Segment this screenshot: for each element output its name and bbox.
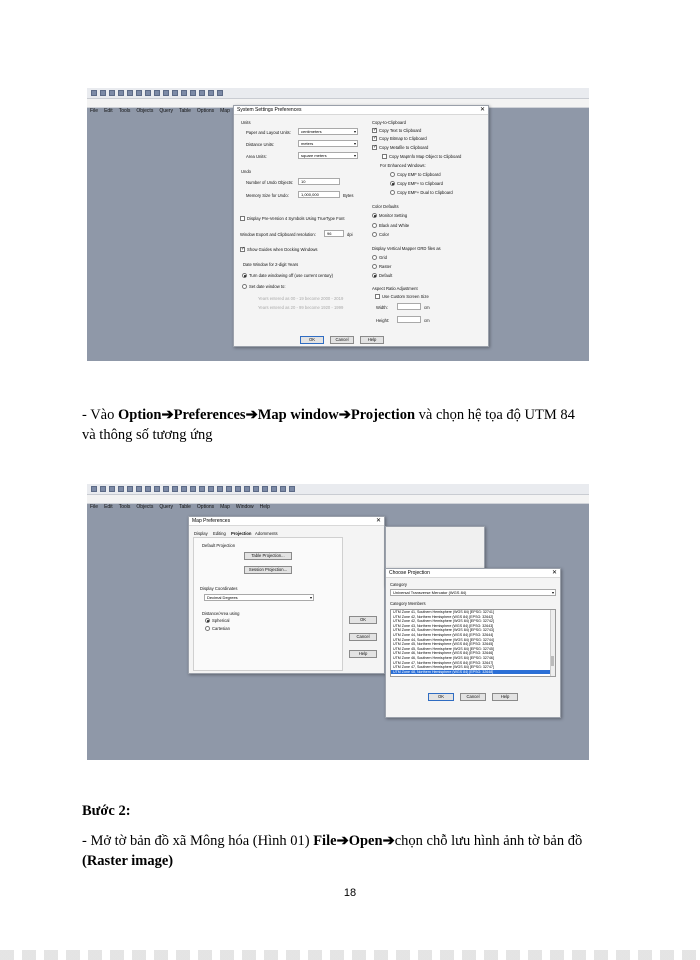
toolbar-icon[interactable] [127, 486, 133, 492]
date-note-1: Years entered as 00 - 19 become 2000 - 2019 [258, 296, 344, 301]
p1-line2: và thông số tương ứng [82, 427, 213, 443]
members-label: Category Members [390, 601, 426, 606]
instruction-paragraph-1 [82, 405, 612, 445]
toolbar-icon[interactable] [145, 486, 151, 492]
height-input[interactable] [397, 316, 421, 323]
p1-suffix: và chọn hệ tọa độ UTM 84 [415, 407, 575, 423]
toolbar-icon[interactable] [181, 486, 187, 492]
instruction-paragraph-2 [82, 831, 622, 871]
menu-table[interactable]: Table [178, 108, 191, 114]
date-windowing-off-label: Turn date windowing off (use current century) [249, 273, 334, 278]
choose-projection-title: Choose Projection [389, 570, 430, 576]
spherical-label: Spherical [212, 618, 230, 623]
cancel-button[interactable]: Cancel [460, 693, 486, 701]
default-radio[interactable] [372, 273, 377, 278]
p1-option: Option [117, 407, 162, 423]
p1-projection: Projection [350, 407, 416, 423]
toolbar-icon[interactable] [100, 486, 106, 492]
p1-preferences: Preferences [173, 407, 246, 423]
help-button[interactable]: Help [349, 650, 377, 658]
category-label: Category [390, 582, 407, 587]
toolbar-icon[interactable] [217, 486, 223, 492]
arrow-icon: ➔ [245, 407, 258, 423]
menu-bar [87, 495, 589, 510]
undo-memory-input[interactable]: 1,000,000 [298, 191, 340, 198]
category-members-list[interactable] [390, 609, 556, 677]
projection-list-item[interactable]: UTM Zone 42, Southern Hemisphere (WGS 84) [EPSG: 32742] [393, 619, 494, 624]
color-defaults-label: Color Defaults [372, 204, 399, 209]
area-units-label: Area Units: [246, 154, 267, 159]
dialog-titlebar [189, 517, 384, 526]
raster-label: Raster [379, 264, 392, 269]
toolbar-icon[interactable] [109, 90, 115, 96]
toolbar-icon[interactable] [91, 90, 97, 96]
toolbar-icon[interactable] [253, 486, 259, 492]
menu-query[interactable]: Query [159, 504, 173, 510]
p2-file: File [313, 833, 337, 849]
toolbar-icon[interactable] [280, 486, 286, 492]
toolbar-icon[interactable] [208, 486, 214, 492]
p2-prefix: - Mở tờ bản đồ xã Mông hóa (Hình 01) [82, 833, 314, 849]
tab-projection[interactable]: Projection [231, 531, 252, 536]
emf-radio[interactable] [390, 172, 395, 177]
tab-adornments[interactable]: Adornments [255, 531, 278, 536]
copy-metafile-checkbox[interactable] [372, 145, 377, 150]
width-cm-label: cm [424, 305, 430, 310]
tab-editing[interactable]: Editing [213, 531, 226, 536]
units-group-label: Units [241, 120, 251, 125]
projection-list-item[interactable]: UTM Zone 45, Northern Hemisphere (WGS 84) [EPSG: 32645] [393, 642, 494, 647]
menu-edit[interactable]: Edit [104, 504, 113, 510]
toolbar-icon[interactable] [172, 90, 178, 96]
toolbar-icon[interactable] [217, 90, 223, 96]
arrow-icon: ➔ [382, 833, 395, 849]
toolbar-icon[interactable] [199, 90, 205, 96]
grid-label: Grid [379, 255, 387, 260]
projection-list-item[interactable]: UTM Zone 45, Southern Hemisphere (WGS 84) [EPSG: 32745] [393, 646, 494, 651]
toolbar-icon[interactable] [235, 486, 241, 492]
ok-button[interactable]: OK [428, 693, 454, 701]
distance-units-select[interactable]: meters ▾ [298, 140, 358, 147]
copy-mapinfo-label: Copy MapInfo Map Object to Clipboard [389, 154, 462, 159]
toolbar-icon[interactable] [127, 90, 133, 96]
p2-line2: (Raster image) [82, 853, 174, 869]
screenshot-map-preferences [87, 484, 589, 760]
arrow-icon: ➔ [336, 833, 349, 849]
toolbar-icon[interactable] [190, 486, 196, 492]
menu-edit[interactable]: Edit [104, 108, 113, 114]
projection-list-item[interactable]: UTM Zone 46, Southern Hemisphere (WGS 84) [EPSG: 32746] [393, 655, 494, 660]
scroll-thumb[interactable] [551, 656, 554, 666]
emf-label: Copy EMF to Clipboard [397, 172, 441, 177]
show-guides-label: Show Guides when Docking Windows [247, 247, 318, 252]
p2-open: Open [348, 833, 383, 849]
date-group-label: Date Window for 2-digit Years [243, 262, 299, 267]
undo-group-label: Undo [241, 169, 252, 174]
menu-query[interactable]: Query [159, 108, 173, 114]
copy-bitmap-checkbox[interactable] [372, 136, 377, 141]
menu-map[interactable]: Map [220, 504, 230, 510]
menu-file[interactable]: File [90, 504, 99, 510]
choose-projection-dialog [385, 568, 561, 718]
area-units-select[interactable]: square meters ▾ [298, 152, 358, 159]
toolbar-icon[interactable] [208, 90, 214, 96]
scrollbar[interactable] [550, 610, 555, 676]
menu-help[interactable]: Help [259, 504, 270, 510]
undo-objects-label: Number of Undo Objects: [246, 180, 294, 185]
copy-metafile-label: Copy Metafile to Clipboard [379, 145, 429, 150]
close-icon[interactable]: ✕ [375, 518, 381, 524]
help-button[interactable]: Help [492, 693, 518, 701]
toolbar-icon[interactable] [91, 486, 97, 492]
projection-list-item[interactable]: UTM Zone 43, Southern Hemisphere (WGS 84) [EPSG: 32743] [393, 628, 494, 633]
spherical-radio[interactable] [205, 618, 210, 623]
help-button[interactable]: Help [360, 336, 384, 344]
distance-units-label: Distance Units: [246, 142, 275, 147]
toolbar-icon[interactable] [154, 90, 160, 96]
menu-objects[interactable]: Objects [136, 108, 154, 114]
color-color-radio[interactable] [372, 232, 377, 237]
tab-display[interactable]: Display [194, 531, 208, 536]
display-symbols-checkbox[interactable] [240, 216, 245, 221]
toolbar-icon[interactable] [145, 90, 151, 96]
resolution-input[interactable]: 96 [324, 230, 344, 237]
width-label: Width: [376, 305, 388, 310]
ok-button[interactable]: OK [349, 616, 377, 624]
toolbar-icon[interactable] [190, 90, 196, 96]
default-projection-label: Default Projection [202, 543, 236, 548]
toolbar-icon[interactable] [262, 486, 268, 492]
bytes-label: Bytes [343, 193, 354, 198]
projection-list-item[interactable]: UTM Zone 44, Southern Hemisphere (WGS 84) [EPSG: 32744] [393, 637, 494, 642]
date-windowing-off-radio[interactable] [242, 273, 247, 278]
toolbar-icon[interactable] [163, 486, 169, 492]
page-number: 18 [343, 887, 357, 899]
height-cm-label: cm [424, 318, 430, 323]
date-note-2: Years entered as 20 - 99 become 1920 - 1999 [258, 305, 344, 310]
emf-plus-radio[interactable] [390, 181, 395, 186]
p2-suffix: chọn chỗ lưu hình ảnh tờ bản đồ [394, 833, 583, 849]
p1-map-window: Map window [257, 407, 339, 423]
menu-map[interactable]: Map [220, 108, 230, 114]
menu-window[interactable]: Window [235, 504, 254, 510]
toolbar-icon[interactable] [100, 90, 106, 96]
custom-screen-checkbox[interactable] [375, 294, 380, 299]
cancel-button[interactable]: Cancel [330, 336, 354, 344]
display-symbols-label: Display Pre-Version 4 Symbols Using TrueType Font [247, 216, 345, 221]
custom-screen-label: Use Custom Screen Size [382, 294, 429, 299]
cartesian-radio[interactable] [205, 626, 210, 631]
cancel-button[interactable]: Cancel [349, 633, 377, 641]
system-settings-dialog [233, 105, 489, 347]
toolbar-icon[interactable] [118, 90, 124, 96]
color-monitor-label: Monitor Setting [379, 213, 408, 218]
toolbar-icon[interactable] [136, 486, 142, 492]
copy-mapinfo-checkbox[interactable] [382, 154, 387, 159]
display-coordinates-label: Display Coordinates [200, 586, 238, 591]
distance-area-label: Distance/Area using [202, 611, 240, 616]
projection-list-item[interactable]: UTM Zone 47, Southern Hemisphere (WGS 84) [EPSG: 32747] [393, 665, 494, 670]
table-projection-button[interactable]: Table Projection... [244, 552, 292, 560]
dialog-title: System Settings Preferences [237, 107, 302, 113]
p1-prefix: - Vào [82, 407, 118, 423]
color-monitor-radio[interactable] [372, 213, 377, 218]
toolbar-icon[interactable] [172, 486, 178, 492]
toolbar-icon[interactable] [289, 486, 295, 492]
color-color-label: Color [379, 232, 390, 237]
menu-options[interactable]: Options [196, 108, 215, 114]
toolbar-icon[interactable] [163, 90, 169, 96]
toolbar-icon[interactable] [199, 486, 205, 492]
emf-dual-label: Copy EMF+ Dual to Clipboard [397, 190, 453, 195]
step-2-heading: Bước 2: [82, 803, 131, 819]
dialog-titlebar [386, 569, 560, 578]
copy-text-checkbox[interactable] [372, 128, 377, 133]
grid-group-label: Display Vertical Mapper GRD files as [372, 246, 441, 251]
copy-group-label: Copy-to-Clipboard [372, 120, 406, 125]
show-guides-checkbox[interactable] [240, 247, 245, 252]
screenshot-system-preferences [87, 88, 589, 361]
set-date-window-radio[interactable] [242, 284, 247, 289]
arrow-icon: ➔ [338, 407, 351, 423]
resolution-label: Window Export and Clipboard resolution: [240, 232, 316, 237]
projection-list-item[interactable]: UTM Zone 48, Northern Hemisphere (WGS 84) [EPSG: 32648] [391, 670, 555, 675]
set-date-window-label: Set date window to: [249, 284, 286, 289]
projection-list-item[interactable]: UTM Zone 46, Northern Hemisphere (WGS 84) [EPSG: 32646] [393, 651, 494, 656]
arrow-icon: ➔ [161, 407, 174, 423]
paper-units-select[interactable]: centimeters ▾ [298, 128, 358, 135]
menu-objects[interactable]: Objects [136, 504, 154, 510]
menu-table[interactable]: Table [178, 504, 191, 510]
menu-tools[interactable]: Tools [118, 108, 131, 114]
enhanced-windows-label: For Enhanced Windows: [380, 163, 426, 168]
menu-options[interactable]: Options [196, 504, 215, 510]
toolbar [87, 484, 589, 495]
height-label: Height: [376, 318, 390, 323]
footer-divider [0, 950, 700, 960]
toolbar-icon[interactable] [118, 486, 124, 492]
toolbar-icon[interactable] [136, 90, 142, 96]
default-label: Default [379, 273, 393, 278]
toolbar-icon[interactable] [226, 486, 232, 492]
aspect-group-label: Aspect Ratio Adjustment [372, 286, 418, 291]
projection-list-item[interactable]: UTM Zone 47, Northern Hemisphere (WGS 84) [EPSG: 32647] [393, 660, 494, 665]
raster-radio[interactable] [372, 264, 377, 269]
undo-memory-label: Memory Size for Undo: [246, 193, 289, 198]
menu-tools[interactable]: Tools [118, 504, 131, 510]
cartesian-label: Cartesian [212, 626, 230, 631]
toolbar-icon[interactable] [154, 486, 160, 492]
menu-file[interactable]: File [90, 108, 99, 114]
grid-radio[interactable] [372, 255, 377, 260]
toolbar-icon[interactable] [109, 486, 115, 492]
map-preferences-dialog [188, 516, 385, 674]
session-projection-button[interactable]: Session Projection... [244, 566, 292, 574]
dpi-label: dpi [347, 232, 353, 237]
copy-text-label: Copy Text to Clipboard [379, 128, 422, 133]
projection-list-item[interactable]: UTM Zone 44, Northern Hemisphere (WGS 84) [EPSG: 32644] [393, 632, 494, 637]
toolbar-icon[interactable] [181, 90, 187, 96]
color-bw-radio[interactable] [372, 223, 377, 228]
toolbar [87, 88, 589, 99]
category-select[interactable]: Universal Transverse Mercator (WGS 84) ▾ [390, 589, 556, 596]
paper-units-label: Paper and Layout Units: [246, 130, 291, 135]
projection-list-item[interactable]: UTM Zone 43, Northern Hemisphere (WGS 84) [EPSG: 32643] [393, 623, 494, 628]
close-icon[interactable]: ✕ [479, 107, 485, 113]
undo-objects-input[interactable]: 10 [298, 178, 340, 185]
close-icon[interactable]: ✕ [551, 570, 557, 576]
dialog-titlebar [234, 106, 488, 115]
emf-dual-radio[interactable] [390, 190, 395, 195]
display-coordinates-select[interactable]: Decimal Degrees ▾ [204, 594, 314, 601]
dialog-title: Map Preferences [192, 518, 231, 524]
emf-plus-label: Copy EMF+ to Clipboard [397, 181, 443, 186]
projection-list-item[interactable]: UTM Zone 41, Southern Hemisphere (WGS 84) [EPSG: 32741] [393, 610, 494, 614]
copy-bitmap-label: Copy Bitmap to Clipboard [379, 136, 427, 141]
color-bw-label: Black and White [379, 223, 410, 228]
toolbar-icon[interactable] [271, 486, 277, 492]
width-input[interactable] [397, 303, 421, 310]
toolbar-icon[interactable] [244, 486, 250, 492]
ok-button[interactable]: OK [300, 336, 324, 344]
projection-list-item[interactable]: UTM Zone 42, Northern Hemisphere (WGS 84) [EPSG: 32642] [393, 614, 494, 619]
